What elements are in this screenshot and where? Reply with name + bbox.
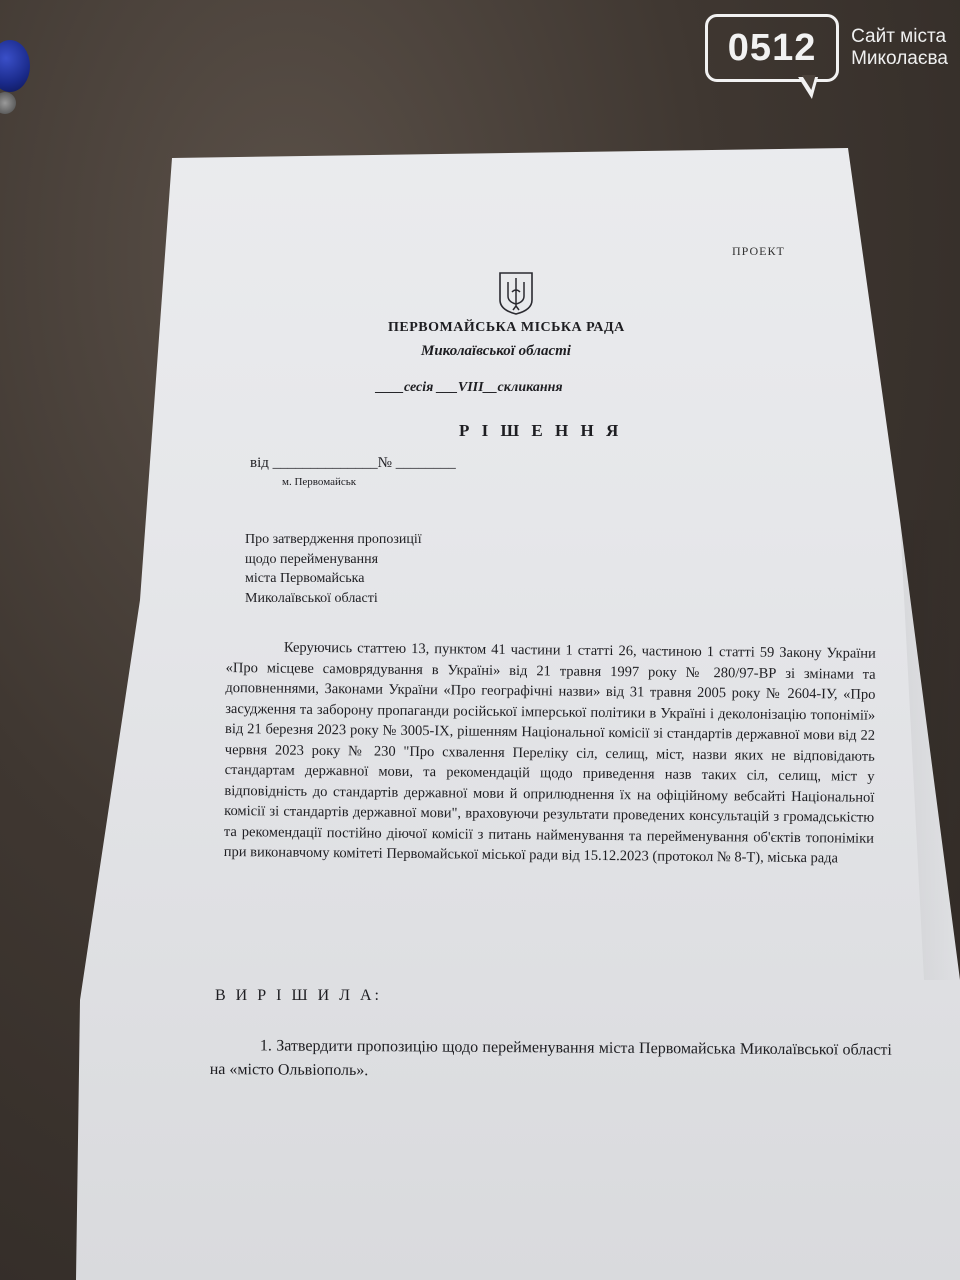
oblast-name: Миколаївської області [421, 343, 571, 359]
decided-heading: В И Р І Ш И Л А: [215, 987, 382, 1004]
draft-stamp: ПРОЕКТ [732, 244, 785, 258]
decision-title: Р І Ш Е Н Н Я [459, 421, 623, 440]
watermark-number: 0512 [727, 26, 817, 69]
watermark-line-2: Миколаєва [851, 48, 948, 69]
session-line: ____сесія ___VIII__скликання [376, 380, 563, 395]
subject-line: міста Первомайська [245, 571, 365, 586]
subject-line: щодо перейменування [245, 551, 379, 567]
decision-item-1 [210, 1034, 892, 1087]
item-1-text: 1. Затвердити пропозицію щодо перейменування міста Первомайська Миколаївської області на «місто Ольвіополь». [209, 1037, 892, 1080]
subject-line: Миколаївської області [245, 590, 378, 606]
date-number-line: від ______________№ ________ [250, 455, 456, 471]
coat-of-arms-icon [497, 270, 535, 316]
city-line: м. Первомайськ [282, 476, 357, 488]
decision-subject [245, 530, 505, 608]
preamble-text: Керуючись статтею 13, пунктом 41 частини 1 статті 26, частиною 1 статті 59 Закону України «Про місцеве самоврядування в Україні» від 21 травня 1997 року № 280/97-ВР зі змінами та доповненнями, Законами України «Про географічні назви» від 31 травня 2005 року № 2604-ІУ, «Про засудження та заборону пропаганди російської імперської політики в Україні і деколонізацію топонімії» від 21 березня 2023 року № 3005-ІХ, рішенням Національної комісії зі стандартів державної мови від 22 червня 2023 року № 230 "Про схвалення Переліку сіл, селищ, міст, назви яких не відповідають стандартам державної мови, та рекомендацій щодо приведення назв таких сіл, селищ, міст у відповідність до стандартів державної мови й оприлюднення їх на офіційному вебсайті Національної комісії зі стандартів державної мови", враховуючи результати проведених консультацій з громадськістю та рекомендації постійно діючої комісії з питань найменування та перейменування об'єктів топоніміки при виконавчому комітеті Первомайської міської ради від 15.12.2023 (протокол № 8-Т), міська рада [223, 639, 876, 867]
preamble-paragraph [224, 637, 876, 869]
council-name: ПЕРВОМАЙСЬКА МІСЬКА РАДА [388, 320, 625, 335]
paragraph-indent [226, 651, 284, 652]
watermark-line-1: Сайт міста [851, 26, 947, 47]
subject-line: Про затвердження пропозиції [245, 532, 422, 547]
